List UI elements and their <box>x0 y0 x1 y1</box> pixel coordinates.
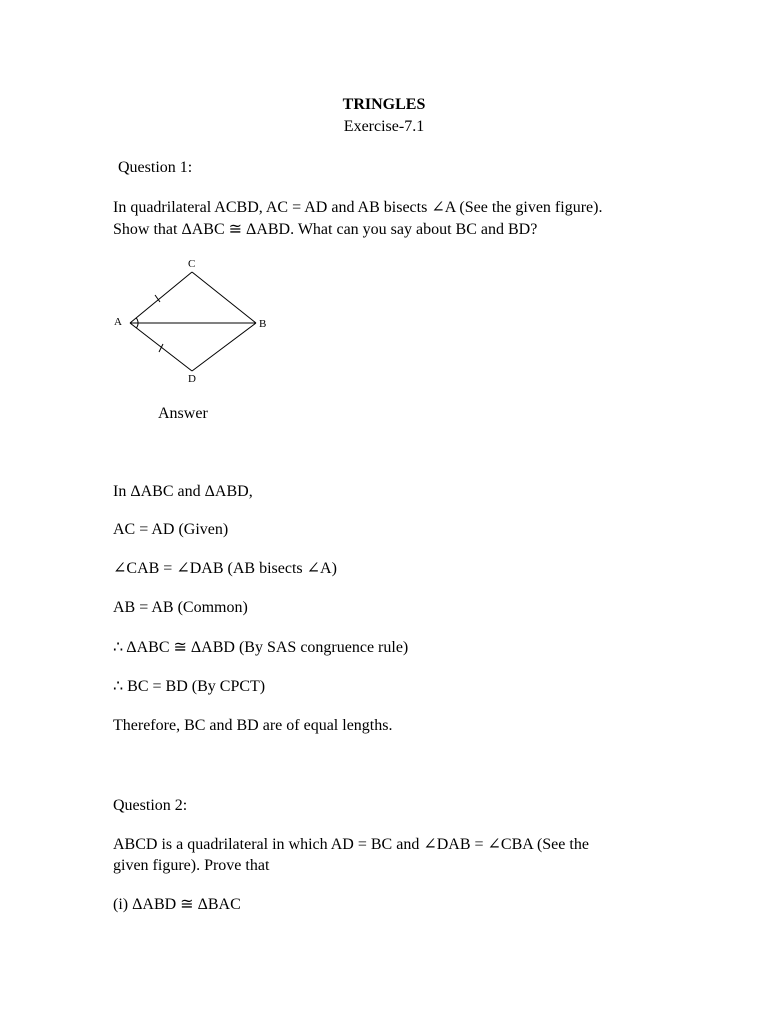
answer-line: AC = AD (Given) <box>113 521 229 538</box>
answer-line: Therefore, BC and BD are of equal lengths. <box>113 717 393 734</box>
answer-line: ∴ BC = BD (By CPCT) <box>113 678 266 695</box>
segment-cb <box>192 272 256 323</box>
label-a: A <box>114 316 122 328</box>
label-d: D <box>188 373 196 385</box>
answer-line: In ΔABC and ΔABD, <box>113 483 253 500</box>
label-c: C <box>188 258 196 270</box>
answer-label: Answer <box>158 405 208 422</box>
page-title: TRINGLES <box>342 96 426 113</box>
label-b: B <box>259 318 267 330</box>
question1-line2: Show that ΔABC ≅ ΔABD. What can you say about BC and BD? <box>113 221 538 238</box>
exercise-subtitle: Exercise-7.1 <box>343 118 425 135</box>
answer-line: ∴ ΔABC ≅ ΔABD (By SAS congruence rule) <box>113 639 409 656</box>
question1-heading: Question 1: <box>118 159 193 176</box>
question2-line2: given figure). Prove that <box>113 857 270 874</box>
question2-heading: Question 2: <box>113 797 188 814</box>
question2-part1: (i) ΔABD ≅ ΔBAC <box>113 896 241 913</box>
quadrilateral-acbd-figure <box>108 252 278 387</box>
question2-line1: ABCD is a quadrilateral in which AD = BC and ∠DAB = ∠CBA (See the <box>113 836 589 853</box>
segment-ac <box>130 272 192 323</box>
answer-line: ∠CAB = ∠DAB (AB bisects ∠A) <box>113 560 337 577</box>
segment-db <box>192 323 256 371</box>
answer-line: AB = AB (Common) <box>113 599 248 616</box>
question1-line1: In quadrilateral ACBD, AC = AD and AB bisects ∠A (See the given figure). <box>113 199 603 216</box>
